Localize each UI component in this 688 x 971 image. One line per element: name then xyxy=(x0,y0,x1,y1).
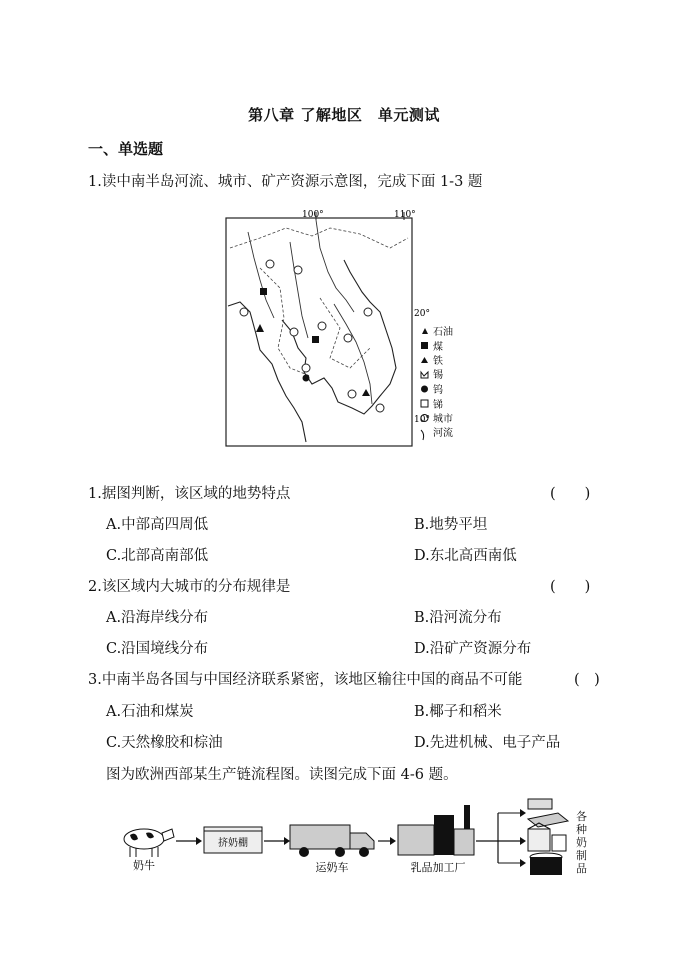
question-1-option-a[interactable]: A.中部高四周低 xyxy=(106,517,209,533)
question-1-option-b[interactable]: B.地势平坦 xyxy=(414,517,488,533)
city-marker xyxy=(290,328,298,336)
question-1-stem: 1.据图判断，该区域的地势特点 xyxy=(88,486,291,502)
city-marker xyxy=(318,322,326,330)
question-1-option-d[interactable]: D.东北高西南低 xyxy=(414,548,517,564)
oil-marker xyxy=(256,324,264,332)
iron-marker xyxy=(362,389,370,396)
indochina-map xyxy=(220,208,516,456)
question-2-option-d[interactable]: D.沿矿产资源分布 xyxy=(414,641,532,657)
coal-marker xyxy=(260,288,267,295)
legend-city: 城市 xyxy=(433,414,453,425)
lon-label-110: 110° xyxy=(394,210,416,220)
flow-step-cow: 奶牛 xyxy=(133,859,155,872)
city-marker xyxy=(348,390,356,398)
city-marker xyxy=(302,364,310,372)
legend-iron-icon xyxy=(421,357,428,363)
question-2-option-a[interactable]: A.沿海岸线分布 xyxy=(106,610,209,626)
legend-coal-icon xyxy=(421,342,428,349)
legend-tungsten: 钨 xyxy=(433,385,443,396)
question-3-stem: 3.中南半岛各国与中国经济联系紧密，该地区输往中国的商品不可能 xyxy=(88,672,523,688)
question-1-option-c[interactable]: C.北部高南部低 xyxy=(106,548,209,564)
lon-label-100: 100° xyxy=(302,210,324,220)
coal-marker xyxy=(312,336,319,343)
page-title: 第八章 了解地区 单元测试 xyxy=(248,106,440,124)
city-marker xyxy=(344,334,352,342)
legend-tin-icon xyxy=(421,372,428,378)
question-2-option-b[interactable]: B.沿河流分布 xyxy=(414,610,502,626)
question-3-answer-blank[interactable]: ( ) xyxy=(574,672,600,688)
city-marker xyxy=(364,308,372,316)
dairy-production-flowchart xyxy=(118,795,598,905)
legend-antimony: 锑 xyxy=(433,400,443,411)
question-2-option-c[interactable]: C.沿国境线分布 xyxy=(106,641,209,657)
cow-icon xyxy=(124,829,174,857)
question-2-answer-blank[interactable]: ( ) xyxy=(550,579,591,595)
flowchart-intro: 图为欧洲西部某生产链流程图。读图完成下面 4-6 题。 xyxy=(106,767,458,783)
lat-label-20: 20° xyxy=(414,309,430,319)
legend-coal: 煤 xyxy=(433,342,443,353)
question-3-option-c[interactable]: C.天然橡胶和棕油 xyxy=(106,735,223,751)
city-marker xyxy=(266,260,274,268)
city-marker xyxy=(240,308,248,316)
dairy-products-icon xyxy=(528,799,568,875)
section-heading: 一、单选题 xyxy=(88,140,164,158)
question-1-answer-blank[interactable]: ( ) xyxy=(550,486,591,502)
legend-river: 河流 xyxy=(433,428,453,439)
legend-river-icon xyxy=(421,430,424,440)
legend-antimony-icon xyxy=(421,400,428,407)
factory-icon xyxy=(398,805,474,855)
question-3-option-a[interactable]: A.石油和煤炭 xyxy=(106,704,194,720)
legend-iron: 铁 xyxy=(433,356,443,367)
question-3-option-d[interactable]: D.先进机械、电子产品 xyxy=(414,735,561,751)
legend-tungsten-icon xyxy=(421,386,428,393)
tungsten-marker xyxy=(303,375,310,382)
legend-oil-icon xyxy=(422,328,428,334)
flow-step-shed: 挤奶棚 xyxy=(218,838,248,849)
question-2-stem: 2.该区域内大城市的分布规律是 xyxy=(88,579,291,595)
legend-tin: 锡 xyxy=(433,370,443,381)
lat-label-10: 10° xyxy=(414,415,430,425)
question-3-option-b[interactable]: B.椰子和稻米 xyxy=(414,704,502,720)
city-marker xyxy=(376,404,384,412)
flow-step-factory: 乳品加工厂 xyxy=(410,861,466,874)
question-intro: 1.读中南半岛河流、城市、矿产资源示意图，完成下面 1-3 题 xyxy=(88,174,483,190)
flow-step-truck: 运奶车 xyxy=(315,861,349,874)
milk-truck-icon xyxy=(290,825,374,857)
flow-product-label-text: 各种奶制品 xyxy=(576,810,587,875)
city-marker xyxy=(294,266,302,274)
legend-oil: 石油 xyxy=(433,327,453,338)
